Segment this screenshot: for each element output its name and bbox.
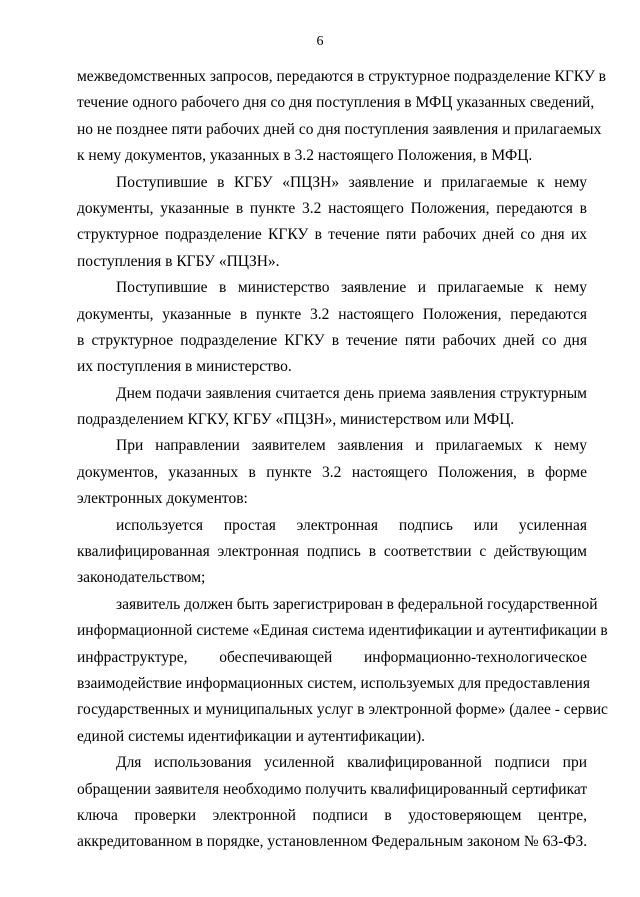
paragraph-line: взаимодействие информационных систем, используемых для предоставления (77, 674, 590, 692)
paragraph (77, 592, 608, 750)
paragraph-line: межведомственных запросов, передаются в структурное подразделение КГКУ в (77, 68, 606, 85)
paragraph-line: квалифицированная электронная подпись в соответствии с действующим (77, 543, 587, 561)
paragraph-line: Поступившие в КГБУ «ПЦЗН» заявление и прилагаемые к нему (116, 173, 587, 191)
paragraph-line: Днем подачи заявления считается день приема заявления структурным (116, 384, 587, 402)
paragraph-line: заявитель должен быть зарегистрирован в федеральной государственной (116, 595, 598, 613)
document-body (77, 64, 608, 856)
paragraph-line: информационной системе «Единая система идентификации и аутентификации в (77, 622, 608, 640)
paragraph-line: государственных и муниципальных услуг в электронной форме» (далее - сервис (77, 701, 608, 719)
paragraph-line: ключа проверки электронной подписи в удостоверяющем центре, (77, 806, 587, 824)
paragraph-line: документов, указанных в пункте 3.2 настоящего Положения, в форме (77, 463, 587, 481)
paragraph (77, 64, 606, 170)
paragraph-line: документы, указанные в пункте 3.2 настоящего Положения, передаются (77, 305, 587, 323)
paragraph (77, 433, 587, 512)
paragraph-line: течение одного рабочего дня со дня поступления в МФЦ указанных сведений, (77, 94, 595, 112)
paragraph-line: в структурное подразделение КГКУ в течение пяти рабочих дней со дня (77, 331, 587, 349)
paragraph-line: инфраструктуре, обеспечивающей информационно-технологическое (77, 648, 587, 666)
paragraph-line: но не позднее пяти рабочих дней со дня поступления заявления и прилагаемых (77, 120, 602, 138)
paragraph-line: законодательством; (77, 569, 206, 587)
paragraph (77, 275, 587, 381)
paragraph (77, 750, 587, 856)
paragraph-line: единой системы идентификации и аутентификации). (77, 727, 426, 745)
paragraph-line: обращении заявителя необходимо получить квалифицированный сертификат (77, 780, 588, 798)
paragraph-line: поступления в КГБУ «ПЦЗН». (77, 252, 280, 270)
paragraph (77, 170, 587, 276)
paragraph (77, 381, 587, 434)
paragraph-line: аккредитованном в порядке, установленном Федеральным законом № 63-ФЗ. (77, 833, 588, 851)
paragraph-line: Для использования усиленной квалифицированной подписи при (116, 754, 587, 772)
paragraph-line: используется простая электронная подпись или усиленная (116, 516, 587, 534)
paragraph-line: При направлении заявителем заявления и прилагаемых к нему (116, 437, 587, 455)
page-number: 6 (316, 34, 324, 49)
paragraph (77, 513, 587, 592)
paragraph-line: их поступления в министерство. (77, 358, 292, 376)
paragraph-line: подразделением КГКУ, КГБУ «ПЦЗН», министерством или МФЦ. (77, 411, 515, 429)
paragraph-line: электронных документов: (77, 490, 248, 508)
paragraph-line: к нему документов, указанных в 3.2 настоящего Положения, в МФЦ. (77, 147, 533, 165)
paragraph-line: документы, указанные в пункте 3.2 настоящего Положения, передаются в (77, 199, 587, 217)
paragraph-line: структурное подразделение КГКУ в течение пяти рабочих дней со дня их (77, 226, 587, 244)
paragraph-line: Поступившие в министерство заявление и прилагаемые к нему (116, 279, 587, 297)
